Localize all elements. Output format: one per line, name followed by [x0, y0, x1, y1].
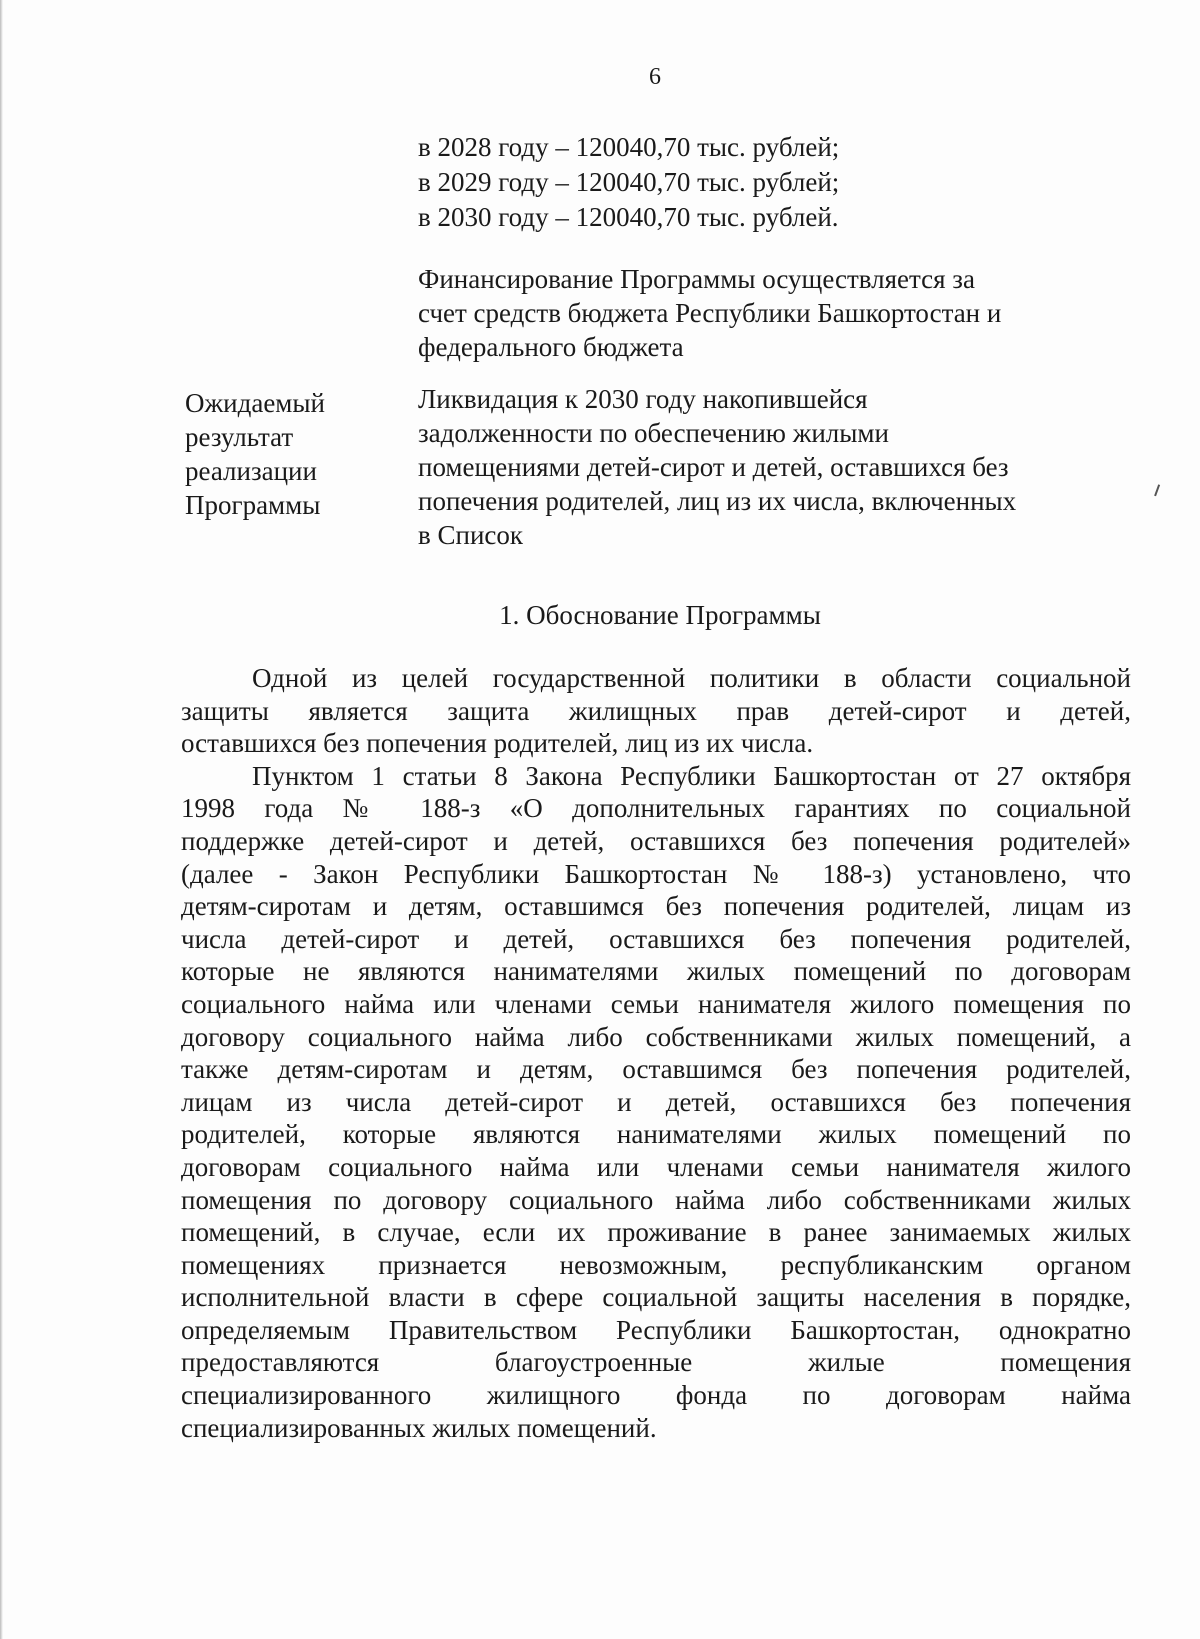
page-number: 6	[649, 64, 661, 90]
body-line: помещений, в случае, если их проживание в ранее занимаемых жилых	[181, 1217, 1131, 1248]
expected-text-line: помещениями детей-сирот и детей, оставшихся без	[418, 452, 1009, 482]
expected-result-text	[418, 382, 1016, 552]
expected-label-line: реализации	[185, 456, 317, 486]
expected-text-line: задолженности по обеспечению жилыми	[418, 418, 889, 448]
body-line: Пунктом 1 статьи 8 Закона Республики Башкортостан от 27 октября	[252, 760, 1131, 791]
expected-label-line: Ожидаемый	[185, 388, 325, 418]
body-line: лицам из числа детей-сирот и детей, оставшихся без попечения	[181, 1086, 1131, 1117]
expected-label-line: результат	[185, 422, 294, 452]
expected-text-line: Ликвидация к 2030 году накопившейся	[418, 384, 868, 414]
funding-source-line: федерального бюджета	[418, 332, 684, 362]
body-line: числа детей-сирот и детей, оставшихся без попечения родителей,	[181, 923, 1131, 954]
body-line: предоставляются благоустроенные жилые помещения	[181, 1347, 1131, 1378]
funding-source-line: Финансирование Программы осуществляется за	[418, 264, 975, 294]
body-line: также детям-сиротам и детям, оставшимся без попечения родителей,	[181, 1054, 1131, 1085]
scan-artifact-mark	[1154, 484, 1164, 497]
body-line: родителей, которые являются нанимателями жилых помещений по	[181, 1119, 1131, 1150]
funding-years-list	[418, 130, 839, 235]
body-line: договору социального найма либо собственниками жилых помещений, а	[181, 1021, 1131, 1052]
body-line: договорам социального найма или членами семьи нанимателя жилого	[181, 1151, 1131, 1182]
expected-result-label	[185, 386, 325, 522]
funding-year-line: в 2029 году – 120040,70 тыс. рублей;	[418, 167, 840, 197]
body-line: которые не являются нанимателями жилых помещений по договорам	[181, 956, 1131, 987]
section-heading: 1. Обоснование Программы	[499, 600, 821, 630]
expected-text-line: попечения родителей, лиц из их числа, включенных	[418, 486, 1017, 516]
funding-year-line: в 2028 году – 120040,70 тыс. рублей;	[418, 132, 840, 162]
funding-year-line: в 2030 году – 120040,70 тыс. рублей.	[418, 202, 839, 232]
body-line: определяемым Правительством Республики Башкортостан, однократно	[181, 1314, 1131, 1345]
expected-text-line: в Список	[418, 520, 524, 550]
body-line: исполнительной власти в сфере социальной защиты населения в порядке,	[181, 1282, 1131, 1313]
scan-edge-shadow	[0, 0, 3, 1639]
body-line: специализированных жилых помещений.	[181, 1412, 657, 1443]
body-line: социального найма или членами семьи нанимателя жилого помещения по	[181, 988, 1131, 1019]
funding-source-line: счет средств бюджета Республики Башкортостан и	[418, 298, 1002, 328]
expected-label-line: Программы	[185, 490, 321, 520]
body-line: детям-сиротам и детям, оставшимся без попечения родителей, лицам из	[181, 891, 1131, 922]
body-line: оставшихся без попечения родителей, лиц из их числа.	[181, 728, 814, 759]
body-text	[181, 662, 1131, 1444]
body-line: помещения по договору социального найма либо собственниками жилых	[181, 1184, 1131, 1215]
body-line: 1998 года № 188-з «О дополнительных гарантиях по социальной	[181, 793, 1131, 824]
body-line: помещениях признается невозможным, республиканским органом	[181, 1249, 1131, 1280]
body-line: специализированного жилищного фонда по договорам найма	[181, 1380, 1131, 1411]
body-line: защиты является защита жилищных прав детей-сирот и детей,	[181, 695, 1131, 726]
body-line: Одной из целей государственной политики в области социальной	[252, 663, 1131, 693]
body-line: поддержке детей-сирот и детей, оставшихся без попечения родителей»	[181, 825, 1131, 856]
body-line: (далее - Закон Республики Башкортостан № 188-з) установлено, что	[181, 858, 1131, 889]
funding-source-paragraph	[418, 262, 1118, 364]
